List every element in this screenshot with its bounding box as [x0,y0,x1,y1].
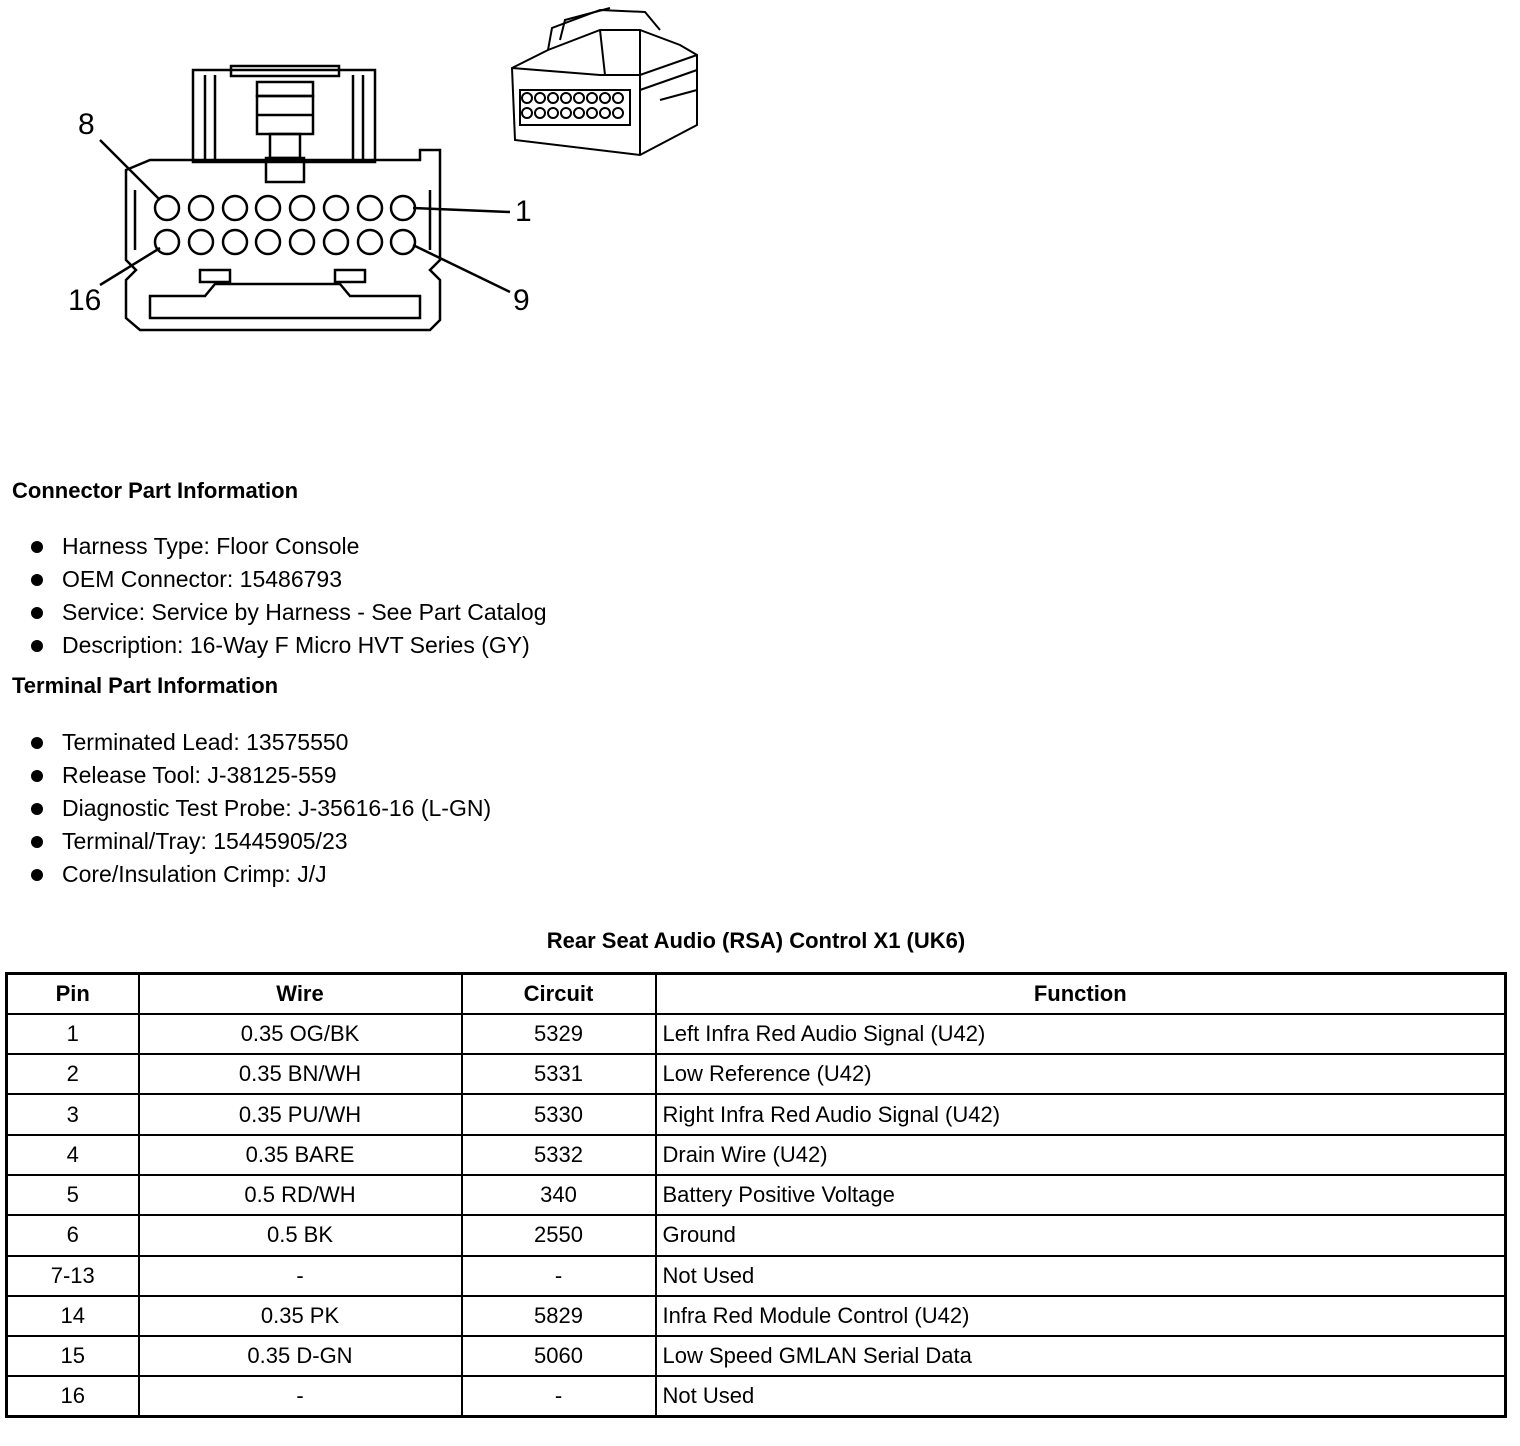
cell-circuit: 5330 [462,1094,656,1134]
leader-16 [100,248,160,285]
header-wire: Wire [139,974,462,1014]
cell-circuit: 2550 [462,1215,656,1255]
cavity-row-top [155,196,415,220]
terminal-info-title: Terminal Part Information [12,673,279,698]
cell-function: Left Infra Red Audio Signal (U42) [656,1014,1506,1054]
leader-1 [413,208,510,212]
cell-pin: 7-13 [7,1256,139,1296]
cell-wire: - [139,1256,462,1296]
table-row [7,1094,1506,1134]
cell-pin: 2 [7,1054,139,1094]
list-item: OEM Connector: 15486793 [28,563,546,596]
cell-function: Not Used [656,1376,1506,1416]
pin-table [5,972,1507,1418]
cell-circuit: 5332 [462,1135,656,1175]
cell-wire: 0.35 PU/WH [139,1094,462,1134]
pin-label-1: 1 [515,195,532,228]
cell-pin: 5 [7,1175,139,1215]
cell-function: Right Infra Red Audio Signal (U42) [656,1094,1506,1134]
cell-wire: 0.35 OG/BK [139,1014,462,1054]
cell-circuit: 5060 [462,1336,656,1376]
pin-label-9: 9 [513,284,530,317]
terminal-info-list [28,726,491,891]
cell-function: Infra Red Module Control (U42) [656,1296,1506,1336]
list-item: Release Tool: J-38125-559 [28,759,491,792]
cell-function: Low Speed GMLAN Serial Data [656,1336,1506,1376]
connector-isometric-view [512,8,697,155]
cell-function: Battery Positive Voltage [656,1175,1506,1215]
list-item: Harness Type: Floor Console [28,530,546,563]
cell-wire: - [139,1376,462,1416]
cell-pin: 1 [7,1014,139,1054]
cell-circuit: 340 [462,1175,656,1215]
connector-body [126,150,440,330]
header-circuit: Circuit [462,974,656,1014]
list-item: Core/Insulation Crimp: J/J [28,858,491,891]
list-item: Diagnostic Test Probe: J-35616-16 (L-GN) [28,792,491,825]
table-row [7,1336,1506,1376]
table-row [7,1296,1506,1336]
table-row [7,1014,1506,1054]
list-item: Description: 16-Way F Micro HVT Series (GY) [28,629,546,662]
cell-circuit: 5329 [462,1014,656,1054]
table-row [7,1376,1506,1416]
cavity-row-bottom [155,230,415,254]
table-row [7,1256,1506,1296]
pin-label-16: 16 [68,284,102,317]
table-row [7,1135,1506,1175]
cell-wire: 0.35 BN/WH [139,1054,462,1094]
table-row [7,1175,1506,1215]
cell-function: Not Used [656,1256,1506,1296]
table-row [7,1215,1506,1255]
cell-function: Drain Wire (U42) [656,1135,1506,1175]
cell-function: Low Reference (U42) [656,1054,1506,1094]
leader-9 [413,245,510,292]
table-row [7,1054,1506,1094]
cell-pin: 3 [7,1094,139,1134]
connector-face-drawing [0,0,760,360]
pin-table-title: Rear Seat Audio (RSA) Control X1 (UK6) [546,928,966,953]
cell-wire: 0.5 RD/WH [139,1175,462,1215]
table-header-row [7,974,1506,1014]
header-pin: Pin [7,974,139,1014]
list-item: Service: Service by Harness - See Part Catalog [28,596,546,629]
cell-pin: 4 [7,1135,139,1175]
leader-8 [100,140,160,200]
connector-info-title: Connector Part Information [12,478,299,503]
cell-wire: 0.35 BARE [139,1135,462,1175]
list-item: Terminal/Tray: 15445905/23 [28,825,491,858]
cell-circuit: 5331 [462,1054,656,1094]
cell-pin: 6 [7,1215,139,1255]
cell-pin: 14 [7,1296,139,1336]
connector-diagram [0,0,760,360]
cell-circuit: - [462,1256,656,1296]
cell-circuit: - [462,1376,656,1416]
cell-wire: 0.35 D-GN [139,1336,462,1376]
cell-pin: 15 [7,1336,139,1376]
cell-pin: 16 [7,1376,139,1416]
cell-wire: 0.35 PK [139,1296,462,1336]
pin-label-8: 8 [78,108,95,141]
cell-wire: 0.5 BK [139,1215,462,1255]
cell-function: Ground [656,1215,1506,1255]
list-item: Terminated Lead: 13575550 [28,726,491,759]
header-function: Function [656,974,1506,1014]
connector-info-list [28,530,546,662]
cell-circuit: 5829 [462,1296,656,1336]
